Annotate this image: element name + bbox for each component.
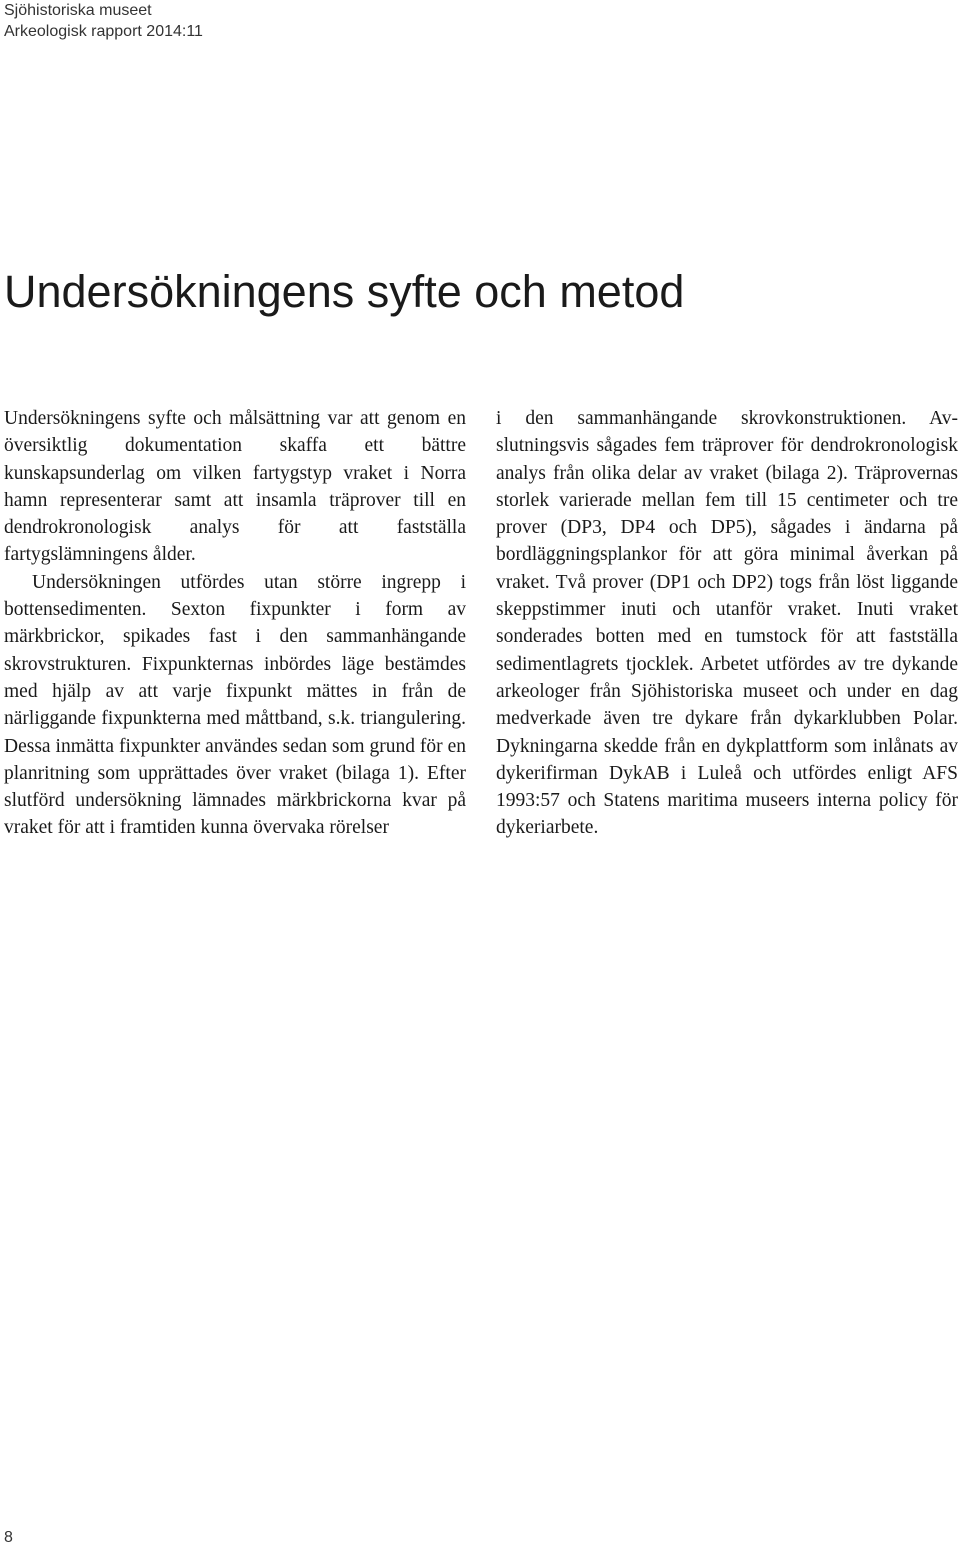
text-column-right <box>496 405 958 842</box>
report-number: Arkeologisk rapport 2014:11 <box>4 23 203 40</box>
paragraph-method-continued: i den sammanhängande skrovkonstruktionen. Avslutningsvis sågades fem träprover för dendrokronologisk analys från olika delar av vraket (bilaga 2). Träprovernas storlek varierade mellan fem till 15 centimeter och tre prover (DP3, DP4 och DP5), sågades i ändarna på bordläggningsplankor för att göra minimal åverkan på vraket. Två prover (DP1 och DP2) togs från löst liggande skeppstimmer inuti och utanför vraket. Inuti vraket sonderades botten med en tumstock för att fastställa sedimentlagrets tjocklek. Arbetet utfördes av tre dykande arkeologer från Sjöhistoriska museet och under en dag medverkade även tre dykare från dykarklubben Polar. Dykningarna skedde från en dykplattform som inlånats av dykerifirman DykAB i Luleå och utfördes enligt AFS 1993:57 och Statens maritima museers interna policy för dykeriarbete. <box>496 408 958 839</box>
paragraph-purpose: Undersökningens syfte och målsättning var att genom en översiktlig dokumentation skaffa ett bättre kunskapsunderlag om vilken fartygstyp vraket i Norra hamn representerar samt att insamla träprover till en dendrokronologisk analys för att fastställa fartygslämningens ålder. <box>4 408 466 566</box>
running-header <box>4 0 203 42</box>
page-number: 8 <box>4 1529 13 1546</box>
paragraph-method: Undersökningen utfördes utan större ingrepp i bottensedimenten. Sexton fixpunkter i form av märkbrickor, spikades fast i den sammanhängande skrovstrukturen. Fixpunkternas inbördes läge bestämdes med hjälp av att varje fixpunkt mättes in från de närliggande fixpunkterna med måttband, s.k. triangulering. Dessa inmätta fixpunkter användes sedan som grund för en planritning som upprättades över vraket (bilaga 1). Efter slutförd undersökning lämnades märkbrickorna kvar på vraket för att i framtiden kunna övervaka rörelser <box>4 571 466 839</box>
publisher-name: Sjöhistoriska museet <box>4 2 152 19</box>
text-column-left <box>4 405 466 842</box>
page-title: Undersökningens syfte och metod <box>4 266 685 317</box>
